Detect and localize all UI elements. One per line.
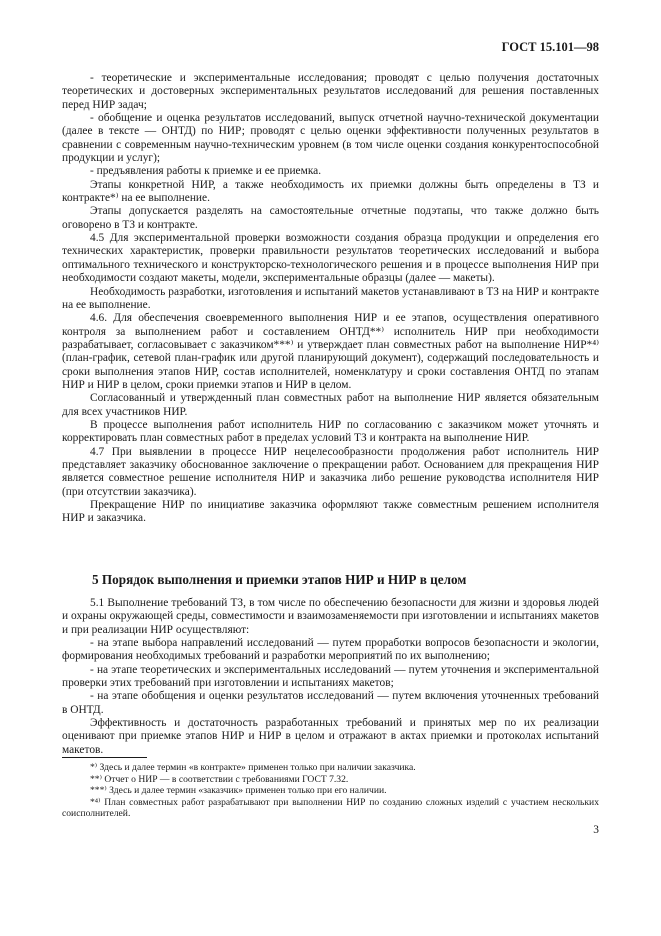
section-heading: 5 Порядок выполнения и приемки этапов НИР и НИР в целом [92, 572, 467, 587]
footnote: *⁾ Здесь и далее термин «в контракте» применен только при наличии заказчика. [90, 762, 416, 773]
paragraph: - на этапе обобщения и оценки результатов исследований — путем включения уточненных требований в ОНТД. [62, 690, 599, 716]
footnote: **⁾ Отчет о НИР — в соответствии с требованиями ГОСТ 7.32. [90, 773, 349, 785]
footnotes-block [62, 762, 599, 820]
footnote: *⁴⁾ План совместных работ разрабатывают при выполнении НИР по созданию сложных изделий с участием нескольких соисполнителей. [62, 796, 599, 820]
document-code: ГОСТ 15.101—98 [501, 40, 599, 54]
paragraph: 4.7 При выявлении в процессе НИР нецелесообразности продолжения работ исполнитель НИР представляет заказчику обоснованное заключение о прекращении работ. Основанием для прекращения НИР является совместное решение исполнителя НИР и заказчика либо решение руководства исполнителя НИР (при отсутствии заказчика). [62, 445, 599, 498]
paragraph: 5.1 Выполнение требований ТЗ, в том числе по обеспечению безопасности для жизни и здоровья людей и охраны окружающей среды, совместимости и взаимозаменяемости при изготовлении и испытаниях макетов и при реализации НИР осуществляют: [62, 597, 599, 636]
paragraph: Эффективность и достаточность разработанных требований и принятых мер по их реализации оценивают при приемке этапов НИР и НИР в целом и отражают в актах приемки и протоколах испытаний макетов. [62, 717, 599, 756]
page-number: 3 [593, 824, 599, 836]
paragraph: 4.6. Для обеспечения своевременного выполнения НИР и ее этапов, осуществления оперативного контроля за выполнением работ и составлением ОНТД**⁾ исполнитель НИР при необходимости разрабатывает, согласовывает с заказчиком***⁾ и утверждает план совместных работ на выполнение НИР*⁴⁾ (план-график, сетевой план-график или другой планирующий документ), содержащий последовательность и сроки выполнения этапов НИР, состав исполнителей, номенклатуру и сроки составления ОНТД по этапам НИР и НИР в целом, сроки приемки этапов и НИР в целом. [62, 312, 599, 391]
paragraph: - обобщение и оценка результатов исследований, выпуск отчетной научно-технической документации (далее в тексте — ОНТД) по НИР; проводят с целью оценки эффективности полученных результатов в сравнении с современным научно-техническим уровнем (в том числе оценки создания конкурентоспособной продукции и услуг); [62, 112, 599, 165]
paragraph: - на этапе теоретических и экспериментальных исследований — путем уточнения и экспериментальной проверки этих требований при изготовлении и испытаниях макетов; [62, 663, 599, 690]
main-text-block [62, 72, 599, 526]
footnote-divider [62, 757, 147, 758]
paragraph: Прекращение НИР по инициативе заказчика оформляют также совместным решением исполнителя НИР и заказчика. [62, 499, 599, 525]
paragraph: Этапы допускается разделять на самостоятельные отчетные подэтапы, что также должно быть оговорено в ТЗ и контракте. [62, 205, 599, 231]
paragraph: - теоретические и экспериментальные исследования; проводят с целью получения достаточных теоретических и достоверных экспериментальных результатов исследований для решения поставленных перед НИР задач; [62, 72, 599, 111]
section-text-block [62, 597, 599, 757]
paragraph: 4.5 Для экспериментальной проверки возможности создания образца продукции и определения его технических характеристик, проверки правильности результатов теоретических исследований и выбора оптимального технического и конструкторско-технологического решения и в процессе выполнения НИР при необходимости создают макеты, модели, экспериментальные образцы (далее — макеты). [62, 232, 599, 285]
paragraph: - предъявления работы к приемке и ее приемка. [90, 165, 322, 178]
paragraph: В процессе выполнения работ исполнитель НИР по согласованию с заказчиком может уточнять и корректировать план совместных работ в пределах условий ТЗ и контракта на выполнение НИР. [62, 418, 599, 445]
paragraph: Согласованный и утвержденный план совместных работ на выполнение НИР является обязательным для всех участников НИР. [62, 392, 599, 418]
paragraph: - на этапе выбора направлений исследований — путем проработки вопросов безопасности и экологии, формирования необходимых требований и разработки мероприятий по их выполнению; [62, 637, 599, 663]
paragraph: Этапы конкретной НИР, а также необходимость их приемки должны быть определены в ТЗ и контракте*⁾ на ее выполнение. [62, 178, 599, 205]
footnote: ***⁾ Здесь и далее термин «заказчик» применен только при его наличии. [90, 785, 387, 797]
paragraph: Необходимость разработки, изготовления и испытаний макетов устанавливают в ТЗ на НИР и контракте на ее выполнение. [62, 285, 599, 311]
